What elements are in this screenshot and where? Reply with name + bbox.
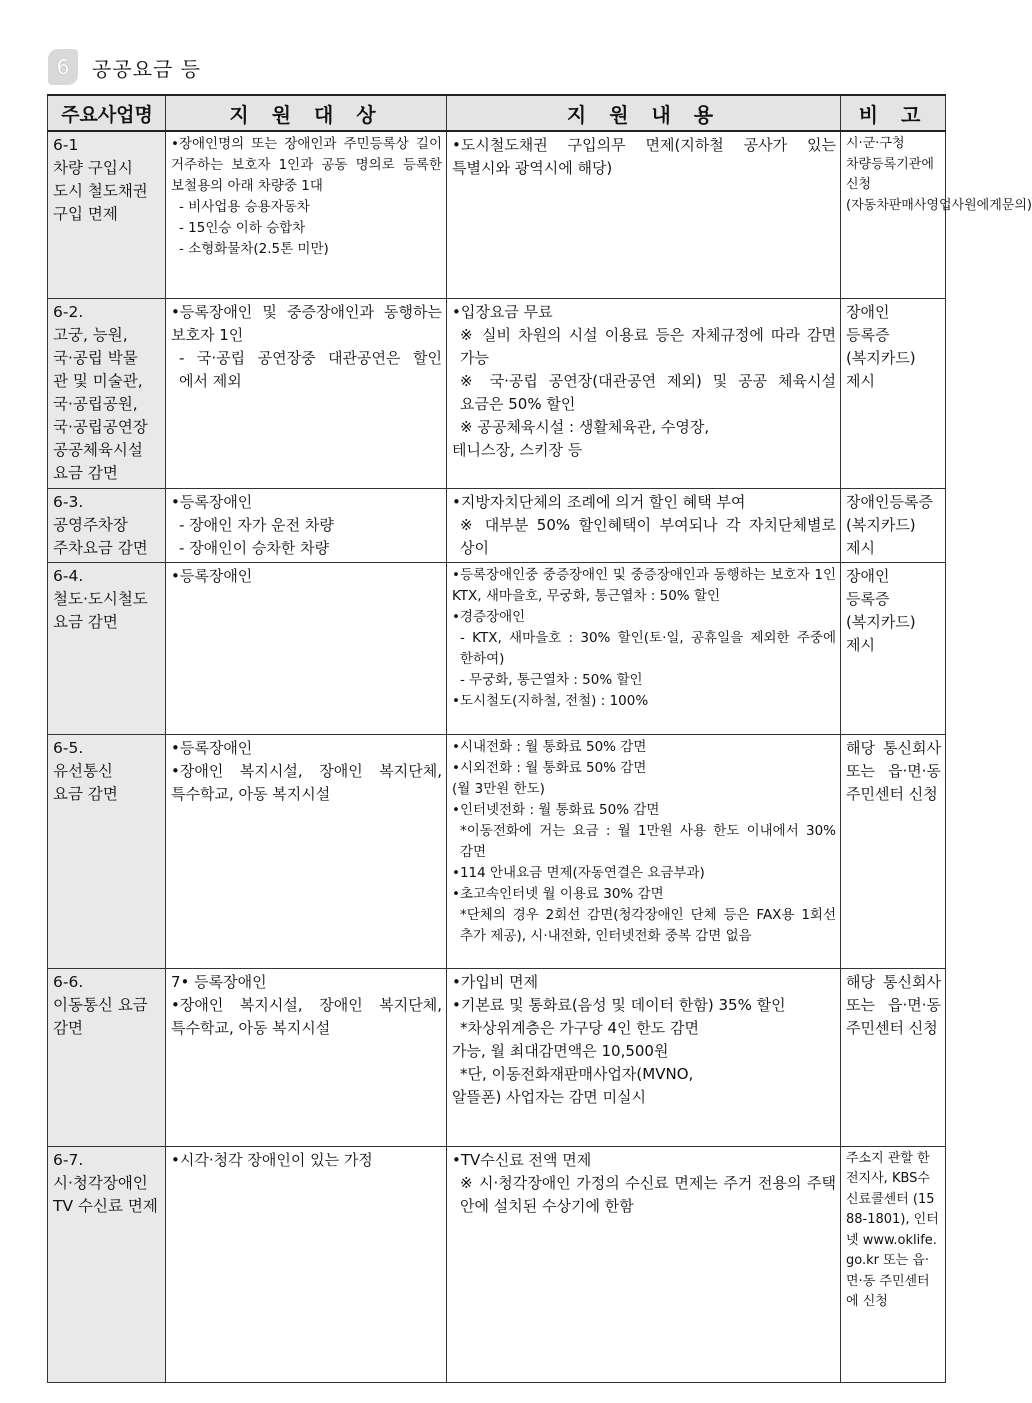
content-line: •114 안내요금 면제(자동연결은 요금부과): [452, 864, 705, 881]
content-line: ※ 국·공립 공연장(대관공연 제외) 및 공공 체육시설 요금은 50% 할인: [460, 371, 836, 413]
category-line: 6-6.: [53, 972, 84, 991]
category-cell: [48, 131, 166, 298]
target-line: •등록장애인 및 중증장애인과 동행하는 보호자 1인: [171, 302, 442, 344]
target-line: •장애인명의 또는 장애인과 주민등록상 길이 거주하는 보호자 1인과 공동 명의로 등록한 보철용의 아래 차량중 1대: [171, 136, 442, 194]
category-line: 공공체육시설: [53, 440, 143, 459]
note-line: 장애인등록증(복지카드): [846, 492, 933, 534]
note-line: 등록증: [846, 589, 890, 608]
table-row: [48, 298, 946, 488]
target-cell: [166, 488, 447, 562]
note-cell: [841, 131, 1032, 298]
content-line: *단체의 경우 2회선 감면(청각장애인 단체 등은 FAX용 1회선 추가 제공), 시·내전화, 인터넷전화 중복 감면 없음: [460, 906, 836, 944]
category-line: 6-4.: [53, 566, 84, 585]
table-row: [48, 562, 946, 734]
content-line: - 무궁화, 통근열차 : 50% 할인: [460, 671, 643, 688]
header-support-content: 지 원 내 용: [447, 95, 841, 131]
target-cell: [166, 734, 447, 968]
note-cell: [841, 1146, 946, 1382]
note-line: 해당 통신회사 또는 읍·면·동 주민센터 신청: [846, 972, 941, 1037]
content-line: •경증장애인: [452, 608, 526, 625]
category-cell: [48, 562, 166, 734]
target-line: - 비사업용 승용자동차: [179, 199, 310, 215]
content-line: (월 3만원 한도): [452, 780, 545, 797]
category-line: 국·공립공원,: [53, 394, 138, 413]
content-cell: [447, 488, 841, 562]
category-line: 국·공립 박물: [53, 348, 138, 367]
category-line: 6-7.: [53, 1150, 84, 1169]
category-line: 6-2.: [53, 302, 84, 321]
content-line: 알뜰폰) 사업자는 감면 미실시: [452, 1087, 647, 1106]
category-line: TV 수신료 면제: [53, 1196, 158, 1215]
content-line: *이동전화에 거는 요금 : 월 1만원 사용 한도 이내에서 30% 감면: [460, 822, 836, 860]
header-remarks: 비 고: [841, 95, 946, 131]
note-cell: [841, 968, 946, 1146]
note-line: 시·군·구청 차량등록기관에 신청(자동차판매사영업사원에게문의): [846, 136, 1032, 213]
content-line: ※ 대부분 50% 할인혜택이 부여되나 각 자치단체별로 상이: [460, 515, 836, 557]
target-line: •시각·청각 장애인이 있는 가정: [171, 1150, 373, 1169]
table-row: [48, 131, 946, 298]
category-cell: [48, 968, 166, 1146]
target-line: •장애인 복지시설, 장애인 복지단체, 특수학교, 아동 복지시설: [171, 995, 442, 1037]
section-number-badge: [48, 49, 78, 85]
category-line: 요금 감면: [53, 463, 118, 482]
target-line: •등록장애인: [171, 738, 253, 757]
target-line: - 소형화물차(2.5톤 미만): [179, 241, 329, 257]
content-line: - KTX, 새마을호 : 30% 할인(토·일, 공휴일을 제외한 주중에 한하여): [460, 629, 836, 667]
target-cell: [166, 562, 447, 734]
content-line: 가능, 월 최대감면액은 10,500원: [452, 1041, 669, 1060]
category-line: 공영주차장: [53, 515, 128, 534]
table-row: [48, 968, 946, 1146]
category-line: 6-5.: [53, 738, 84, 757]
content-line: •도시철도(지하철, 전철) : 100%: [452, 692, 649, 709]
header-support-target: 지 원 대 상: [166, 95, 447, 131]
category-cell: [48, 734, 166, 968]
content-line: •시외전화 : 월 통화료 50% 감면: [452, 759, 647, 776]
category-cell: [48, 1146, 166, 1382]
category-line: 시·청각장애인: [53, 1173, 148, 1192]
content-line: •도시철도채권 구입의무 면제(지하철 공사가 있는 특별시와 광역시에 해당): [452, 136, 836, 177]
target-cell: [166, 298, 447, 488]
category-line: 구입 면제: [53, 205, 118, 223]
content-line: •초고속인터넷 월 이용료 30% 감면: [452, 885, 664, 902]
category-line: 고궁, 능원,: [53, 325, 128, 344]
category-cell: [48, 298, 166, 488]
category-line: 관 및 미술관,: [53, 371, 143, 390]
category-line: 유선통신: [53, 761, 113, 780]
note-line: 제시: [846, 635, 875, 654]
category-line: 도시 철도채권: [53, 182, 148, 200]
target-line: •장애인 복지시설, 장애인 복지단체, 특수학교, 아동 복지시설: [171, 761, 442, 803]
content-line: •인터넷전화 : 월 통화료 50% 감면: [452, 801, 660, 818]
content-cell: [447, 734, 841, 968]
content-line: •입장요금 무료: [452, 302, 553, 321]
category-line: 요금 감면: [53, 784, 118, 803]
target-line: 7• 등록장애인: [171, 972, 267, 991]
content-line: •TV수신료 전액 면제: [452, 1150, 592, 1169]
category-line: 차량 구입시: [53, 159, 133, 177]
category-line: 6-1: [53, 136, 79, 154]
note-cell: [841, 734, 946, 968]
target-cell: [166, 1146, 447, 1382]
support-table: [47, 94, 1032, 1383]
table-row: [48, 488, 946, 562]
section-header: [48, 48, 201, 86]
category-line: 국·공립공연장: [53, 417, 148, 436]
note-line: 제시: [846, 538, 875, 557]
category-line: 주차요금 감면: [53, 538, 148, 557]
note-line: 장애인: [846, 302, 890, 321]
note-line: 주소지 관할 한전지사, KBS수신료콜센터 (1588-1801), 인터넷 www.oklife.go.kr 또는 읍·면·동 주민센터에 신청: [846, 1150, 939, 1309]
table-row: [48, 1146, 946, 1382]
content-line: •지방자치단체의 조례에 의거 할인 혜택 부여: [452, 492, 746, 511]
header-business-name: 주요사업명: [48, 95, 166, 131]
content-line: •기본료 및 통화료(음성 및 데이터 한함) 35% 할인: [452, 995, 786, 1014]
target-line: - 15인승 이하 승합차: [179, 220, 306, 236]
content-line: ※ 시·청각장애인 가정의 수신료 면제는 주거 전용의 주택 안에 설치된 수상기에 한함: [460, 1173, 836, 1215]
content-line: 테니스장, 스키장 등: [452, 440, 583, 459]
note-line: 제시: [846, 371, 875, 390]
table-row: [48, 734, 946, 968]
content-cell: [447, 131, 841, 298]
note-line: (복지카드): [846, 348, 916, 367]
note-cell: [841, 562, 946, 734]
content-cell: [447, 562, 841, 734]
category-cell: [48, 488, 166, 562]
content-line: •가입비 면제: [452, 972, 539, 991]
content-line: ※ 공공체육시설 : 생활체육관, 수영장,: [460, 417, 710, 436]
category-line: 이동통신 요금: [53, 995, 148, 1014]
section-number: 6: [56, 55, 70, 79]
target-cell: [166, 968, 447, 1146]
category-line: 감면: [53, 1018, 83, 1037]
content-line: •시내전화 : 월 통화료 50% 감면: [452, 738, 647, 755]
target-line: - 국·공립 공연장중 대관공연은 할인 에서 제외: [179, 348, 442, 390]
content-cell: [447, 968, 841, 1146]
category-line: 6-3.: [53, 492, 84, 511]
note-line: 해당 통신회사 또는 읍·면·동 주민센터 신청: [846, 738, 941, 803]
target-line: - 장애인 자가 운전 차량: [179, 515, 334, 534]
content-line: ※ 실비 차원의 시설 이용료 등은 자체규정에 따라 감면 가능: [460, 325, 836, 367]
content-line: *단, 이동전화재판매사업자(MVNO,: [460, 1064, 694, 1083]
content-line: •등록장애인중 중증장애인 및 중증장애인과 동행하는 보호자 1인 KTX, 새마을호, 무궁화, 통근열차 : 50% 할인: [452, 566, 836, 604]
table-header-row: [48, 95, 946, 131]
note-cell: [841, 488, 946, 562]
content-cell: [447, 1146, 841, 1382]
content-line: *차상위계층은 가구당 4인 한도 감면: [460, 1018, 699, 1037]
note-line: 등록증: [846, 325, 890, 344]
category-line: 철도·도시철도: [53, 589, 148, 608]
target-line: •등록장애인: [171, 566, 253, 585]
target-cell: [166, 131, 447, 298]
content-cell: [447, 298, 841, 488]
note-line: 장애인: [846, 566, 890, 585]
section-title: 공공요금 등: [92, 56, 201, 81]
category-line: 요금 감면: [53, 612, 118, 631]
target-line: - 장애인이 승차한 차량: [179, 538, 330, 557]
note-line: (복지카드): [846, 612, 916, 631]
note-cell: [841, 298, 946, 488]
target-line: •등록장애인: [171, 492, 253, 511]
